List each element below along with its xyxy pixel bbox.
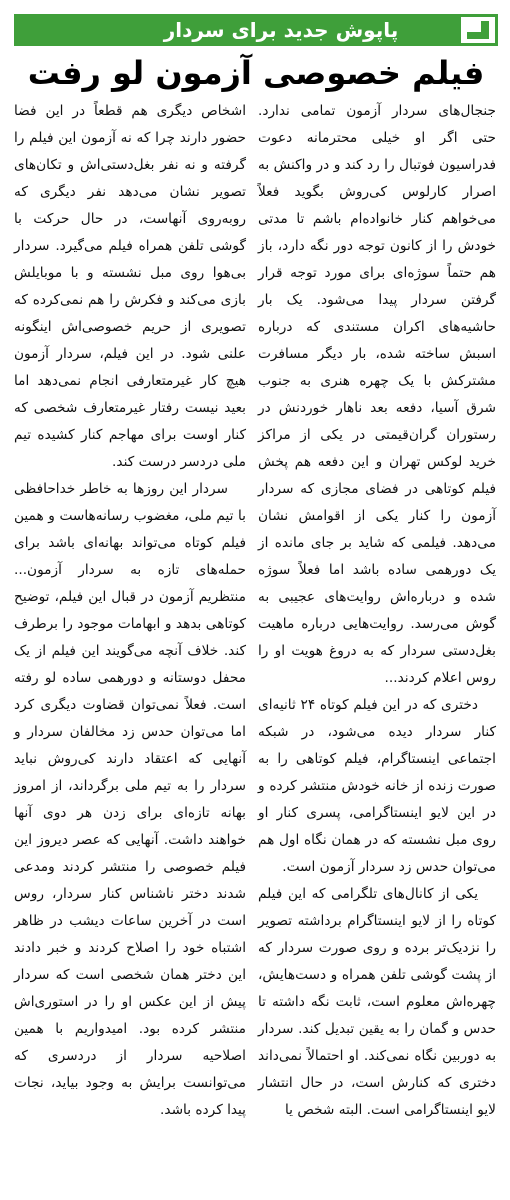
paragraph: دختری که در این فیلم کوتاه ۲۴ ثانیه‌ای کنار سردار دیده می‌شود، در شبکه اجتماعی اینستاگرام، فیلم کوتاهی را به صورت زنده از خانه خودش منتشر کرده و در این لایو اینستاگرامی، پسری کنار او روی مبل نشسته که در همان نگاه اول هم می‌توان حدس زد سردار آزمون است.	[258, 697, 496, 875]
kicker-text: پاپوش جدید برای سردار	[163, 18, 399, 42]
headline: فیلم خصوصی آزمون لو رفت	[27, 54, 485, 92]
paragraph: جنجال‌های سردار آزمون تمامی ندارد. حتی اگر او خیلی محترمانه دعوت فدراسیون فوتبال را رد کند و در واکنش به اصرار کارلوس کی‌روش بگوید فعلاً می‌خواهم کنار خانواده‌ام باشم تا مدتی خودش را از کانون توجه دور نگه دارد، باز هم حتماً سوژه‌ای برای مورد توجه قرار گرفتن سردار پیدا می‌شود. یک بار حاشیه‌های اکران مستندی که درباره اسبش ساخته شده، بار دیگر مسافرت مشترکش با یک چهره هنری به جنوب شرق آسیا، دفعه بعد ناهار خوردنش در رستوران گران‌قیمتی در یکی از مراکز خرید لوکس تهران و این دفعه هم پخش فیلم کوتاهی در فضای مجازی که سردار آزمون را کنار یکی از اقوامش نشان می‌دهد. فیلمی که شاید بر جای مانده از یک دورهمی ساده باشد اما فعلاً سوژه شده و درباره‌اش روایت‌های عجیبی به گوش می‌رسد. روایت‌هایی درباره ماهیت بغل‌دستی سردار که به دروغ هویت او را روس اعلام کردند...	[258, 103, 496, 686]
article-column-left	[14, 98, 246, 1124]
section-logo-icon	[458, 14, 498, 46]
paragraph: یکی از کانال‌های تلگرامی که این فیلم کوتاه را از لایو اینستاگرام برداشته تصویر را نزدیک‌تر برده و روی صورت سردار که از پشت گوشی تلفن همراه و دست‌هایش، چهره‌اش معلوم است، ثابت نگه داشته تا حدس و گمان را به یقین تبدیل کند. سردار به دوربین نگاه نمی‌کند. او احتمالاً نمی‌داند دختری که کنارش است، در حال انتشار لایو اینستاگرامی است. البته شخص یا	[258, 886, 496, 1118]
paragraph: اشخاص دیگری هم قطعاً در این فضا حضور دارند چرا که نه آزمون این فیلم را گرفته و نه نفر بغل‌دستی‌اش و تکان‌های تصویر نشان می‌دهد نفر دیگری که روبه‌روی آنهاست، در حال حرکت با گوشی تلفن همراه فیلم می‌گیرد. سردار بی‌هوا روی مبل نشسته و با موبایلش بازی می‌کند و فکرش را هم نمی‌کرده که تصویری از حریم خصوصی‌اش اینگونه علنی شود. در این فیلم، سردار آزمون هیچ کار غیرمتعارفی انجام نمی‌دهد اما بعید نیست رفتار غیرمتعارف شخصی که کنار اوست برای مهاجم کنار کشیده تیم ملی دردسر درست کند.	[14, 103, 246, 470]
paragraph: سردار این روزها به خاطر خداحافظی با تیم ملی، مغضوب رسانه‌هاست و همین فیلم کوتاه می‌تواند بهانه‌ای باشد برای حمله‌های تازه به سردار آزمون... منتظریم آزمون در قبال این فیلم، توضیح کوتاهی بدهد و ابهامات موجود را برطرف کند. خلاف آنچه می‌گویند این فیلم از یک محفل دوستانه و دورهمی ساده لو رفته است. فعلاً نمی‌توان قضاوت دیگری کرد اما می‌توان حدس زد مخالفان سردار و آنهایی که اعتقاد دارند کی‌روش نباید سردار را به تیم ملی برگرداند، از امروز بهانه تازه‌ای برای زدن هر دوی آنها خواهند داشت. آنهایی که عصر دیروز این فیلم خصوصی را منتشر کردند ومدعی شدند دختر ناشناس کنار سردار، روس است در آخرین ساعات دیشب در ظاهر اشتباه خود را اصلاح کردند و خبر دادند این دختر همان شخصی است که سردار پیش از این عکس او را در استوری‌اش منتشر کرده بود. امیدواریم با همین اصلاحیه سردار از دردسری که می‌توانست برایش به وجود بیاید، نجات پیدا کرده باشد.	[14, 481, 246, 1118]
article-column-right	[258, 98, 496, 1124]
kicker-bar	[14, 14, 498, 46]
